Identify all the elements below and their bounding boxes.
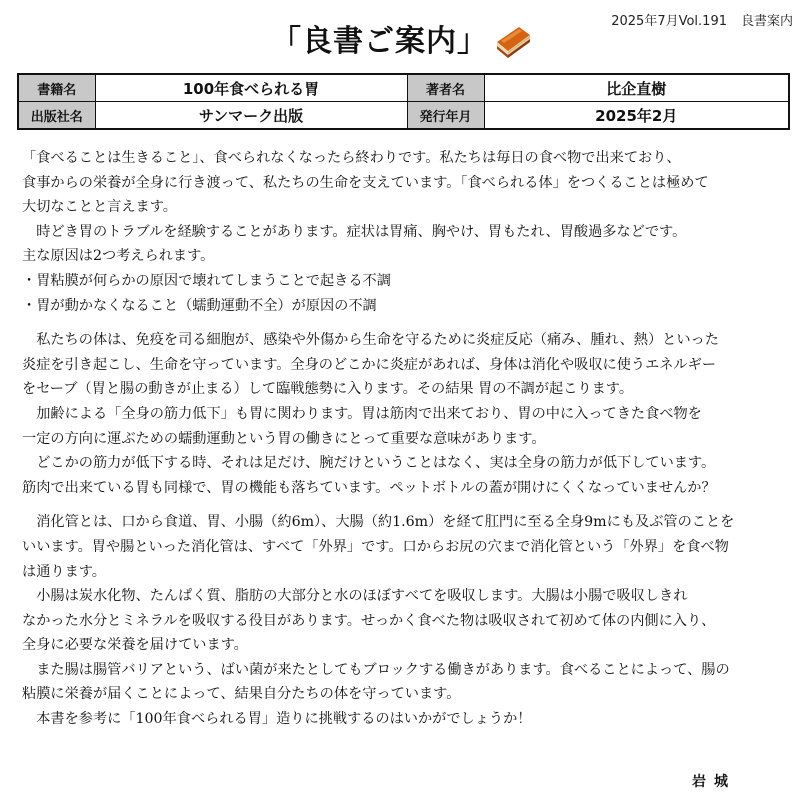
text-line: 時どき胃のトラブルを経験することがあります。症状は胃痛、胸やけ、胃もたれ、胃酸過多などです。 bbox=[22, 223, 687, 240]
text-line: どこかの筋力が低下する時、それは足だけ、腕だけということはなく、実は全身の筋力が低下しています。 bbox=[22, 455, 716, 472]
text-line: いいます。胃や腸といった消化管は、すべて「外界」です。口からお尻の穴まで消化管という「外界」を食べ物 bbox=[22, 538, 729, 555]
text-line: なかった水分とミネラルを吸収する役目があります。せっかく食べた物は吸収されて初めて体の内側に入り、 bbox=[22, 612, 716, 629]
text-line: 食事からの栄養が全身に行き渡って、私たちの生命を支えています。「食べられる体」をつくることは極めて bbox=[22, 174, 709, 191]
paragraph-3 bbox=[22, 510, 792, 731]
book-title-value: 100年食べられる胃 bbox=[95, 74, 407, 102]
book-info-table bbox=[17, 73, 790, 130]
paragraph-1 bbox=[22, 146, 792, 318]
paragraph-2 bbox=[22, 328, 792, 500]
text-line: 大切なことと言えます。 bbox=[22, 199, 177, 216]
paragraph-gap bbox=[22, 318, 792, 328]
text-line: 消化管とは、口から食道、胃、小腸（約6m）、大腸（約1.6m）を経て肛門に至る全身9mにも及ぶ管のことを bbox=[22, 514, 735, 531]
text-line: 筋肉で出来ている胃も同様で、胃の機能も落ちています。ペットボトルの蓋が開けにくくなっていませんか？ bbox=[22, 479, 716, 496]
info-row-2 bbox=[18, 102, 789, 130]
page-title: 「良書ご案内」 bbox=[271, 24, 488, 59]
text-line: 加齢による「全身の筋力低下」も胃に関わります。胃は筋肉で出来ており、胃の中に入ってきた食べ物を bbox=[22, 405, 702, 422]
text-line: 粘膜に栄養が届くことによって、結果自分たちの体を守っています。 bbox=[22, 686, 461, 703]
text-line: をセーブ（胃と腸の動きが止まる）して臨戦態勢に入ります。その結果 胃の不調が起こります。 bbox=[22, 381, 634, 398]
text-line: 主な原因は2つ考えられます。 bbox=[22, 248, 215, 265]
info-row-1 bbox=[18, 74, 789, 102]
text-line: 本書を参考に「100年食べられる胃」造りに挑戦するのはいかがでしょうか！ bbox=[22, 711, 532, 728]
book-title-label: 書籍名 bbox=[18, 74, 95, 102]
publish-date-label: 発行年月 bbox=[407, 102, 484, 130]
text-line: 一定の方向に運ぶための蠕動運動という胃の働きにとって重要な意味があります。 bbox=[22, 430, 546, 447]
text-line: また腸は腸管バリアという、ばい菌が来たとしてもブロックする働きがあります。食べることによって、腸の bbox=[22, 661, 730, 678]
bullet-item: ・胃粘膜が何らかの原因で壊れてしまうことで起きる不調 bbox=[22, 272, 391, 289]
text-line: 小腸は炭水化物、たんぱく質、脂肪の大部分と水のほぼすべてを吸収します。大腸は小腸で吸収しきれ bbox=[22, 588, 688, 605]
text-line: 私たちの体は、免疫を司る細胞が、感染や外傷から生命を守るために炎症反応（痛み、腫れ、熱）といった bbox=[22, 332, 719, 349]
book-icon bbox=[492, 18, 534, 58]
review-body bbox=[22, 146, 792, 732]
text-line: 炎症を引き起こし、生命を守っています。全身のどこかに炎症があれば、身体は消化や吸収に使うエネルギー bbox=[22, 356, 717, 373]
text-line: は通ります。 bbox=[22, 563, 106, 580]
bullet-item: ・胃が動かなくなること（蠕動運動不全）が原因の不調 bbox=[22, 297, 377, 314]
author-value: 比企直樹 bbox=[484, 74, 789, 102]
text-line: 全身に必要な栄養を届けています。 bbox=[22, 637, 248, 654]
paragraph-gap bbox=[22, 500, 792, 510]
publisher-label: 出版社名 bbox=[18, 102, 95, 130]
author-signature: 岩城 bbox=[692, 774, 736, 790]
text-line: 「食べることは生きること」、食べられなくなったら終わりです。私たちは毎日の食べ物で出来ており、 bbox=[22, 150, 681, 166]
series-name: 良書案内 bbox=[740, 14, 793, 29]
issue-number: 2025年7月Vol.191 bbox=[611, 14, 727, 29]
author-label: 著者名 bbox=[407, 74, 484, 102]
publisher-value: サンマーク出版 bbox=[95, 102, 407, 130]
title-area bbox=[0, 16, 805, 60]
publish-date-value: 2025年2月 bbox=[484, 102, 789, 130]
